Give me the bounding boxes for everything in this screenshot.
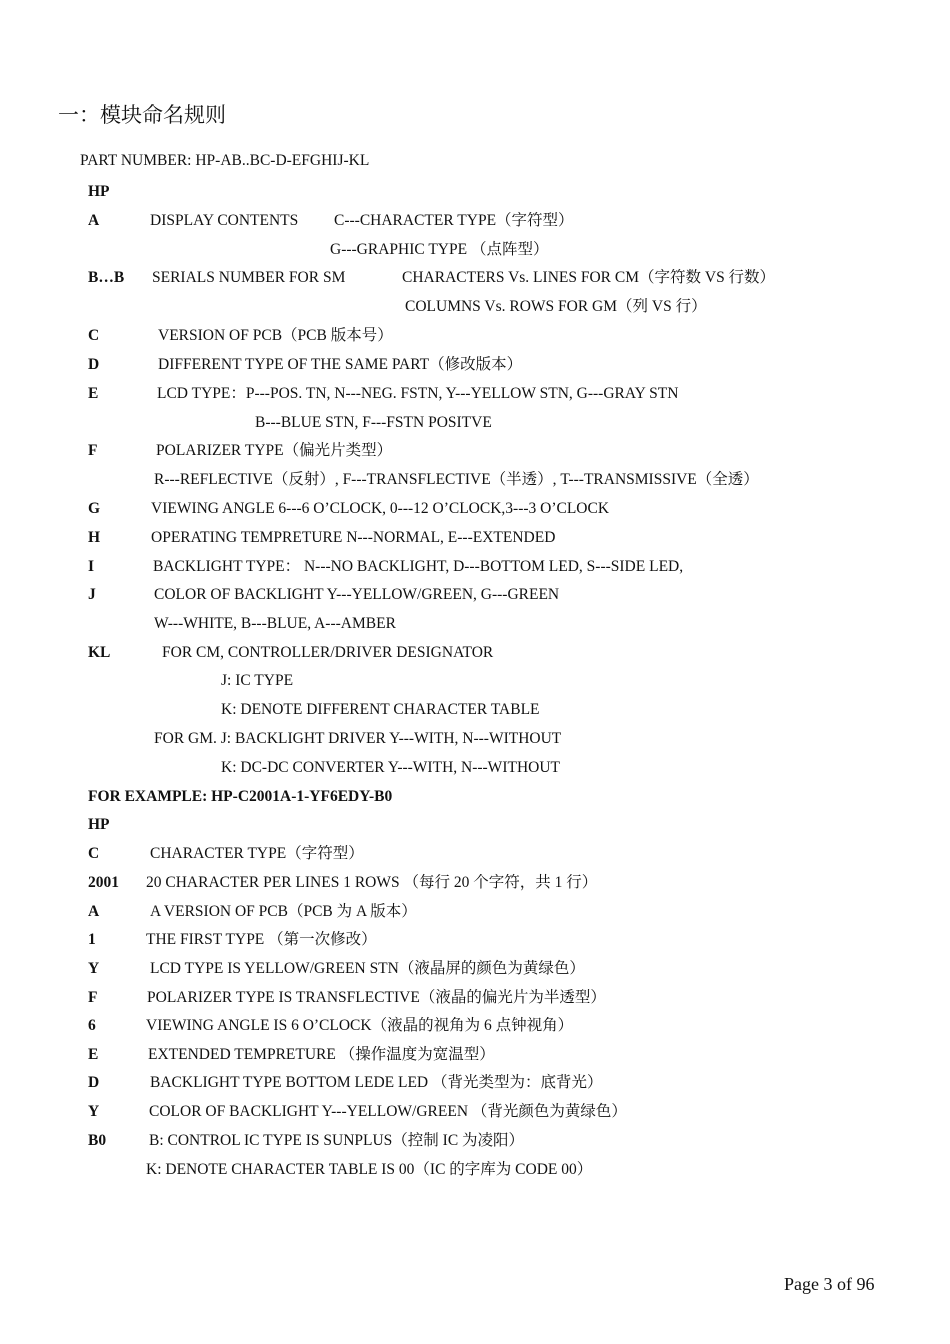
example-code-f: F (88, 989, 98, 1006)
example-code-d: D (88, 1074, 100, 1091)
rule-option-a-1: C---CHARACTER TYPE（字符型） (334, 212, 574, 229)
example-code-hp: HP (88, 816, 110, 833)
rule-desc-h: OPERATING TEMPRETURE N---NORMAL, E---EXTENDED (151, 529, 556, 546)
example-desc-1: THE FIRST TYPE （第一次修改） (146, 931, 377, 948)
page-footer: Page 3 of 96 (784, 1274, 875, 1294)
section-heading: 一：模块命名规则 (58, 103, 226, 127)
rule-code-hp: HP (88, 183, 110, 200)
rule-code-i: I (88, 558, 95, 575)
rule-code-j: J (88, 586, 96, 603)
rule-code-h: H (88, 529, 101, 546)
rule-code-g: G (88, 500, 101, 517)
rule-desc-d: DIFFERENT TYPE OF THE SAME PART（修改版本） (158, 356, 523, 373)
rule-desc-e: LCD TYPE：P---POS. TN, N---NEG. FSTN, Y---YELLOW STN, G---GRAY STN (157, 385, 679, 402)
example-desc-d: BACKLIGHT TYPE BOTTOM LEDE LED （背光类型为：底背光） (150, 1074, 603, 1091)
rule-code-b: B…B (88, 269, 125, 286)
rule-desc-g: VIEWING ANGLE 6---6 O’CLOCK, 0---12 O’CLOCK,3---3 O’CLOCK (151, 500, 610, 517)
rule-option-a-2: G---GRAPHIC TYPE （点阵型） (330, 241, 549, 258)
rule-desc-c: VERSION OF PCB（PCB 版本号） (158, 327, 393, 344)
rule-cont-f: R---REFLECTIVE（反射）, F---TRANSFLECTIVE（半透）, T---TRANSMISSIVE（全透） (154, 471, 759, 488)
example-desc-y: LCD TYPE IS YELLOW/GREEN STN（液晶屏的颜色为黄绿色） (150, 960, 585, 977)
example-title: FOR EXAMPLE: HP-C2001A-1-YF6EDY-B0 (88, 788, 393, 805)
rule-cont-e: B---BLUE STN, F---FSTN POSITVE (255, 414, 492, 431)
example-desc-e: EXTENDED TEMPRETURE （操作温度为宽温型） (148, 1046, 495, 1063)
rule-code-d: D (88, 356, 100, 373)
rule-kl-k: K: DENOTE DIFFERENT CHARACTER TABLE (221, 701, 540, 718)
example-desc-b0: B: CONTROL IC TYPE IS SUNPLUS（控制 IC 为凌阳） (149, 1132, 525, 1149)
example-code-e: E (88, 1046, 99, 1063)
rule-code-f: F (88, 442, 98, 459)
example-code-c: C (88, 845, 100, 862)
example-code-b0: B0 (88, 1132, 107, 1149)
rule-desc-kl: FOR CM, CONTROLLER/DRIVER DESIGNATOR (162, 644, 494, 661)
rule-desc-i: BACKLIGHT TYPE： N---NO BACKLIGHT, D---BOTTOM LED, S---SIDE LED, (153, 558, 684, 575)
example-desc-a: A VERSION OF PCB（PCB 为 A 版本） (150, 903, 417, 920)
example-code-y2: Y (88, 1103, 100, 1120)
rule-desc-f: POLARIZER TYPE（偏光片类型） (156, 442, 393, 459)
example-code-a: A (88, 903, 100, 920)
rule-desc-j: COLOR OF BACKLIGHT Y---YELLOW/GREEN, G---GREEN (154, 586, 560, 603)
rule-cont-j: W---WHITE, B---BLUE, A---AMBER (154, 615, 396, 632)
rule-code-e: E (88, 385, 99, 402)
rule-code-kl: KL (88, 644, 111, 661)
rule-code-c: C (88, 327, 100, 344)
example-code-2001: 2001 (88, 874, 119, 891)
rule-gm-k: K: DC-DC CONVERTER Y---WITH, N---WITHOUT (221, 759, 560, 776)
rule-gm-j: FOR GM. J: BACKLIGHT DRIVER Y---WITH, N---WITHOUT (154, 730, 562, 747)
example-desc-2001: 20 CHARACTER PER LINES 1 ROWS （每行 20 个字符，共 1 行） (146, 874, 598, 891)
example-desc-y2: COLOR OF BACKLIGHT Y---YELLOW/GREEN （背光颜色为黄绿色） (149, 1103, 627, 1120)
rule-desc-a: DISPLAY CONTENTS (150, 212, 299, 229)
example-code-1: 1 (88, 931, 96, 948)
example-desc-f: POLARIZER TYPE IS TRANSFLECTIVE（液晶的偏光片为半透型） (147, 989, 606, 1006)
rule-code-a: A (88, 212, 100, 229)
rule-option-b-2: COLUMNS Vs. ROWS FOR GM（列 VS 行） (405, 298, 707, 315)
example-code-6: 6 (88, 1017, 96, 1034)
example-desc-6: VIEWING ANGLE IS 6 O’CLOCK（液晶的视角为 6 点钟视角） (146, 1017, 574, 1034)
example-code-y: Y (88, 960, 100, 977)
example-desc-c: CHARACTER TYPE（字符型） (150, 845, 364, 862)
example-cont-b0: K: DENOTE CHARACTER TABLE IS 00（IC 的字库为 CODE 00） (146, 1161, 593, 1178)
part-number: PART NUMBER: HP-AB..BC-D-EFGHIJ-KL (80, 152, 370, 169)
rule-option-b-1: CHARACTERS Vs. LINES FOR CM（字符数 VS 行数） (402, 269, 776, 286)
rule-kl-j: J: IC TYPE (221, 672, 294, 689)
rule-desc-b: SERIALS NUMBER FOR SM (152, 269, 346, 286)
